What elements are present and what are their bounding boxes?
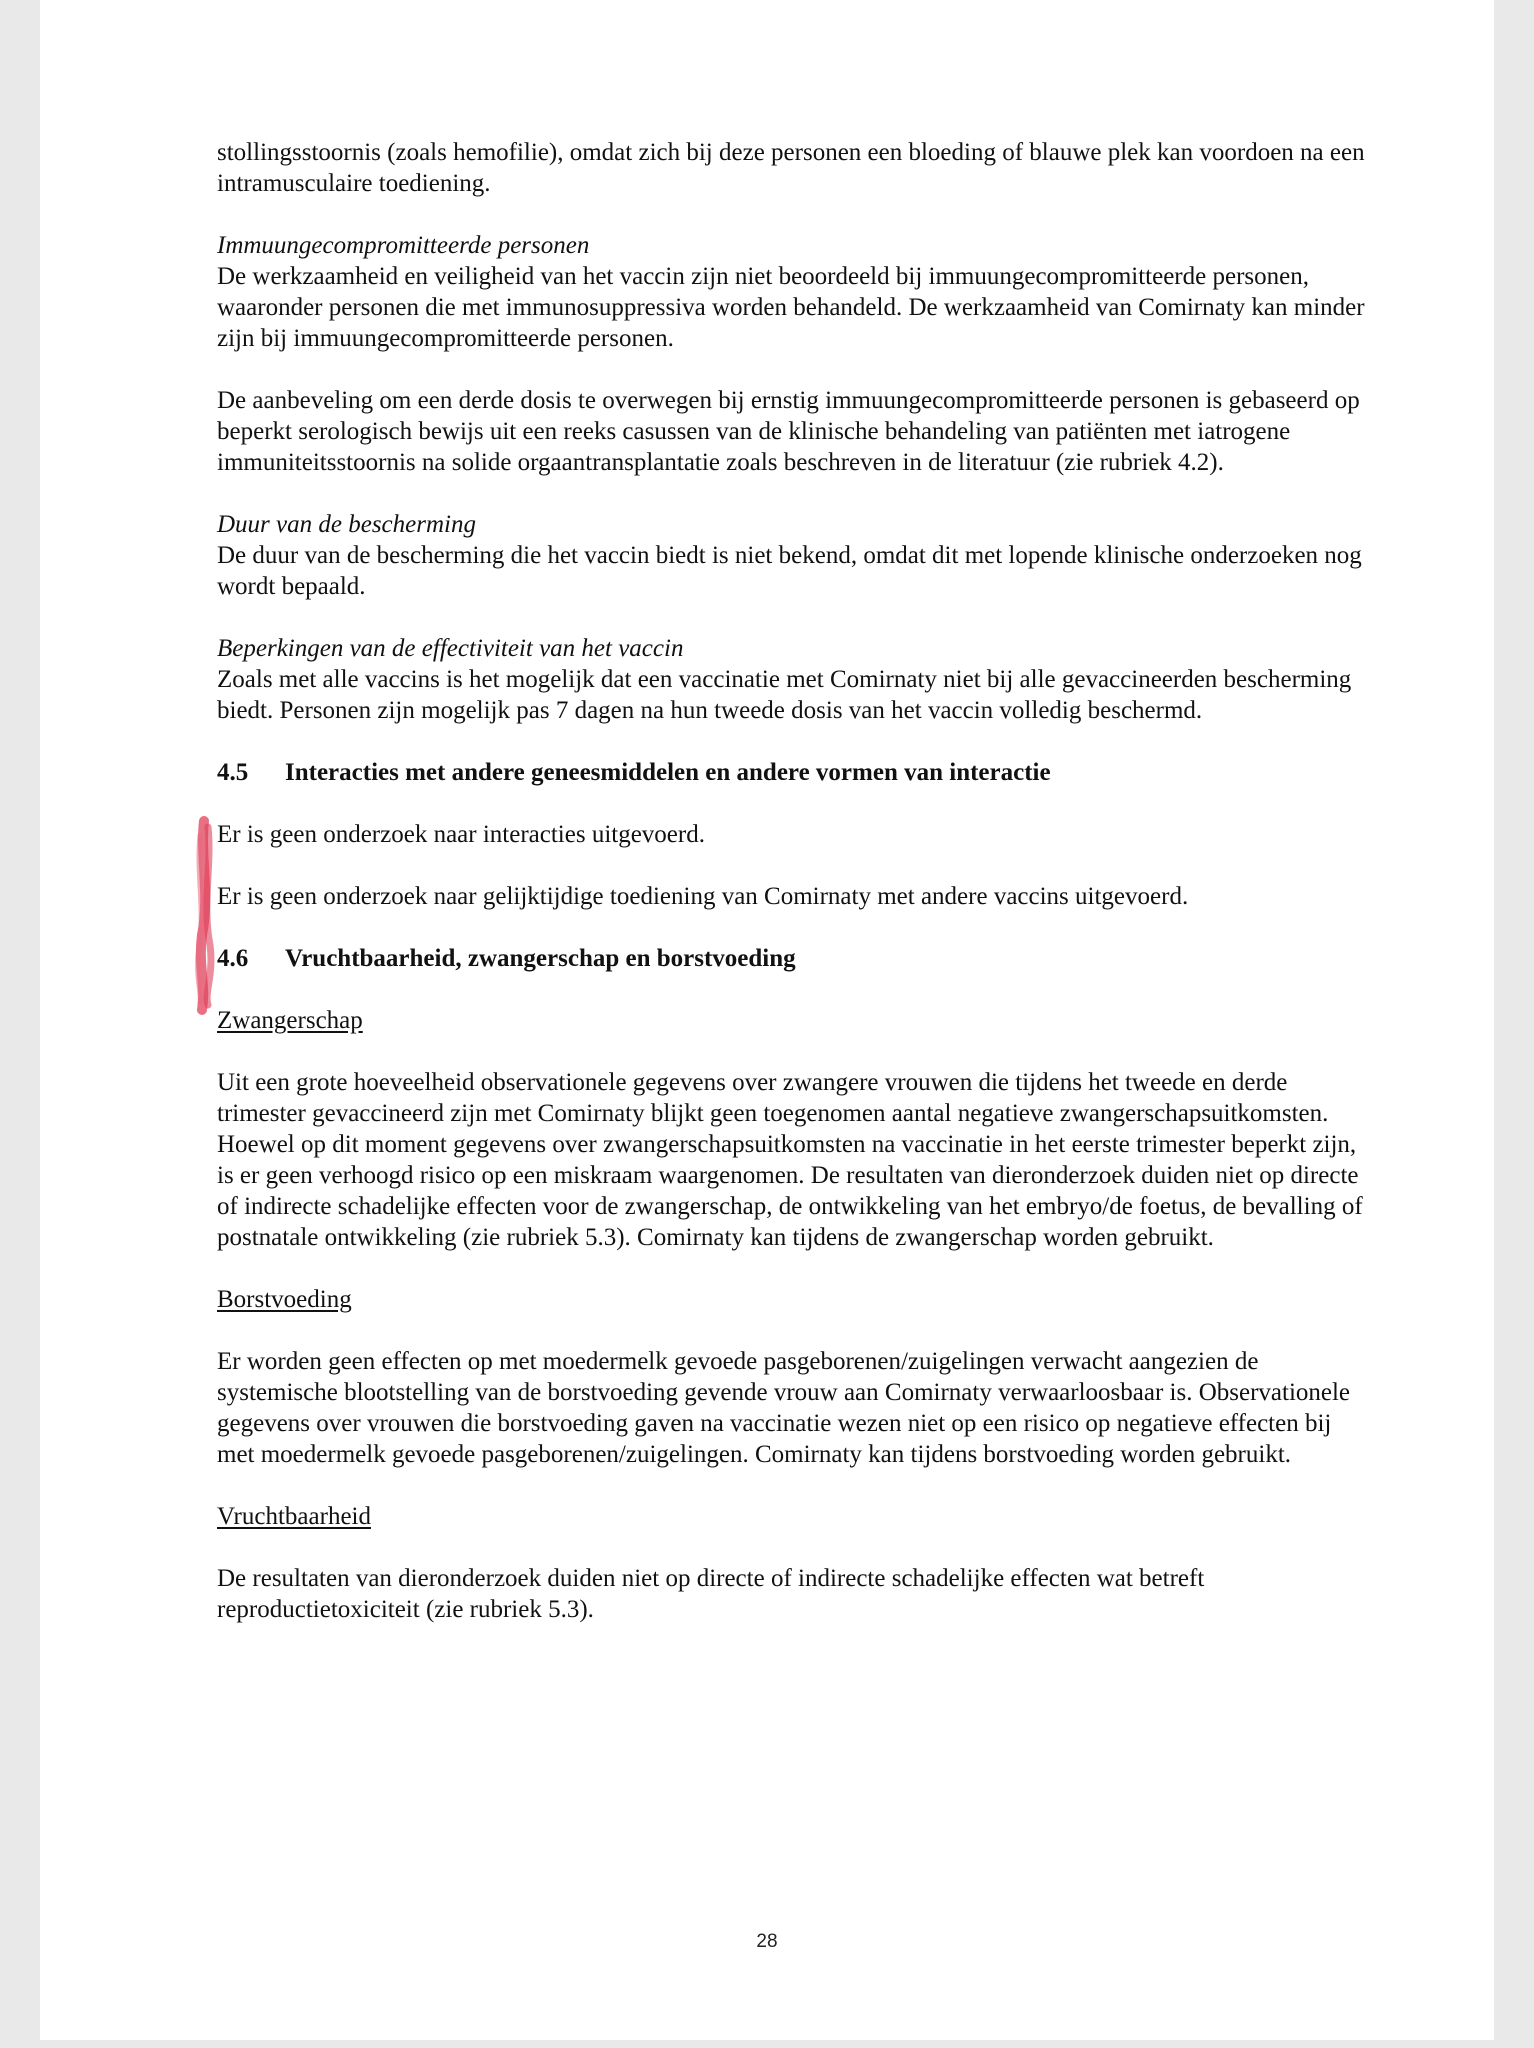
document-body	[217, 137, 1367, 1625]
subheading-zwangerschap: Zwangerschap	[217, 1007, 363, 1034]
section-title: Interacties met andere geneesmiddelen en andere vormen van interactie	[285, 759, 1051, 786]
paragraph-stollingsstoornis: stollingsstoornis (zoals hemofilie), omdat zich bij deze personen een bloeding of blauwe plek kan voordoen na een intramusculaire toediening.	[217, 139, 1365, 197]
paragraph-borstvoeding: Er worden geen effecten op met moedermelk gevoede pasgeborenen/zuigelingen verwacht aangezien de systemische blootstelling van de borstvoeding gevende vrouw aan Comirnaty verwaarloosbaar is. Observationele gegevens over vrouwen die borstvoeding gaven na vaccinatie wezen niet op een risico op negatieve effecten bij met moedermelk gevoede pasgeborenen/zuigelingen. Comirnaty kan tijdens borstvoeding worden gebruikt.	[217, 1348, 1351, 1468]
document-page	[40, 0, 1494, 2040]
section-title: Vruchtbaarheid, zwangerschap en borstvoeding	[285, 945, 796, 972]
paragraph-aanbeveling: De aanbeveling om een derde dosis te overwegen bij ernstig immuungecompromitteerde personen is gebaseerd op beperkt serologisch bewijs uit een reeks casussen van de klinische behandeling van patiënten met iatrogene immuniteitsstoornis na solide orgaantransplantatie zoals beschreven in de literatuur (zie rubriek 4.2).	[217, 387, 1360, 476]
paragraph-zwangerschap: Uit een grote hoeveelheid observationele gegevens over zwangere vrouwen die tijdens het tweede en derde trimester gevaccineerd zijn met Comirnaty blijkt geen toegenomen aantal negatieve zwangerschapsuitkomsten. Hoewel op dit moment gegevens over zwangerschapsuitkomsten na vaccinatie in het eerste trimester beperkt zijn, is er geen verhoogd risico op een miskraam waargenomen. De resultaten van dieronderzoek duiden niet op directe of indirecte schadelijke effecten voor de zwangerschap, de ontwikkeling van het embryo/de foetus, de bevalling of postnatale ontwikkeling (zie rubriek 5.3). Comirnaty kan tijdens de zwangerschap worden gebruikt.	[217, 1069, 1363, 1251]
paragraph-duur: De duur van de bescherming die het vaccin biedt is niet bekend, omdat dit met lopende klinische onderzoeken nog wordt bepaald.	[217, 542, 1362, 600]
section-number: 4.5	[217, 759, 249, 786]
section-heading-4-6	[217, 943, 1367, 974]
paragraph-interacties: Er is geen onderzoek naar interacties uitgevoerd.	[217, 821, 705, 848]
subheading-immuungecompromitteerde: Immuungecompromitteerde personen	[217, 232, 590, 259]
subheading-duur: Duur van de bescherming	[217, 511, 476, 538]
section-heading-4-5	[217, 757, 1367, 788]
page-number: 28	[756, 1931, 778, 1952]
subheading-borstvoeding: Borstvoeding	[217, 1286, 352, 1313]
paragraph-beperkingen: Zoals met alle vaccins is het mogelijk dat een vaccinatie met Comirnaty niet bij alle gevaccineerden bescherming biedt. Personen zijn mogelijk pas 7 dagen na hun tweede dosis van het vaccin volledig beschermd.	[217, 666, 1352, 724]
subheading-beperkingen: Beperkingen van de effectiviteit van het vaccin	[217, 635, 684, 662]
subheading-vruchtbaarheid: Vruchtbaarheid	[217, 1503, 371, 1530]
paragraph-gelijktijdige-toediening: Er is geen onderzoek naar gelijktijdige toediening van Comirnaty met andere vaccins uitgevoerd.	[217, 883, 1189, 910]
paragraph-werkzaamheid: De werkzaamheid en veiligheid van het vaccin zijn niet beoordeeld bij immuungecompromitteerde personen, waaronder personen die met immunosuppressiva worden behandeld. De werkzaamheid van Comirnaty kan minder zijn bij immuungecompromitteerde personen.	[217, 263, 1365, 352]
paragraph-vruchtbaarheid: De resultaten van dieronderzoek duiden niet op directe of indirecte schadelijke effecten wat betreft reproductietoxiciteit (zie rubriek 5.3).	[217, 1565, 1205, 1623]
section-number: 4.6	[217, 945, 249, 972]
